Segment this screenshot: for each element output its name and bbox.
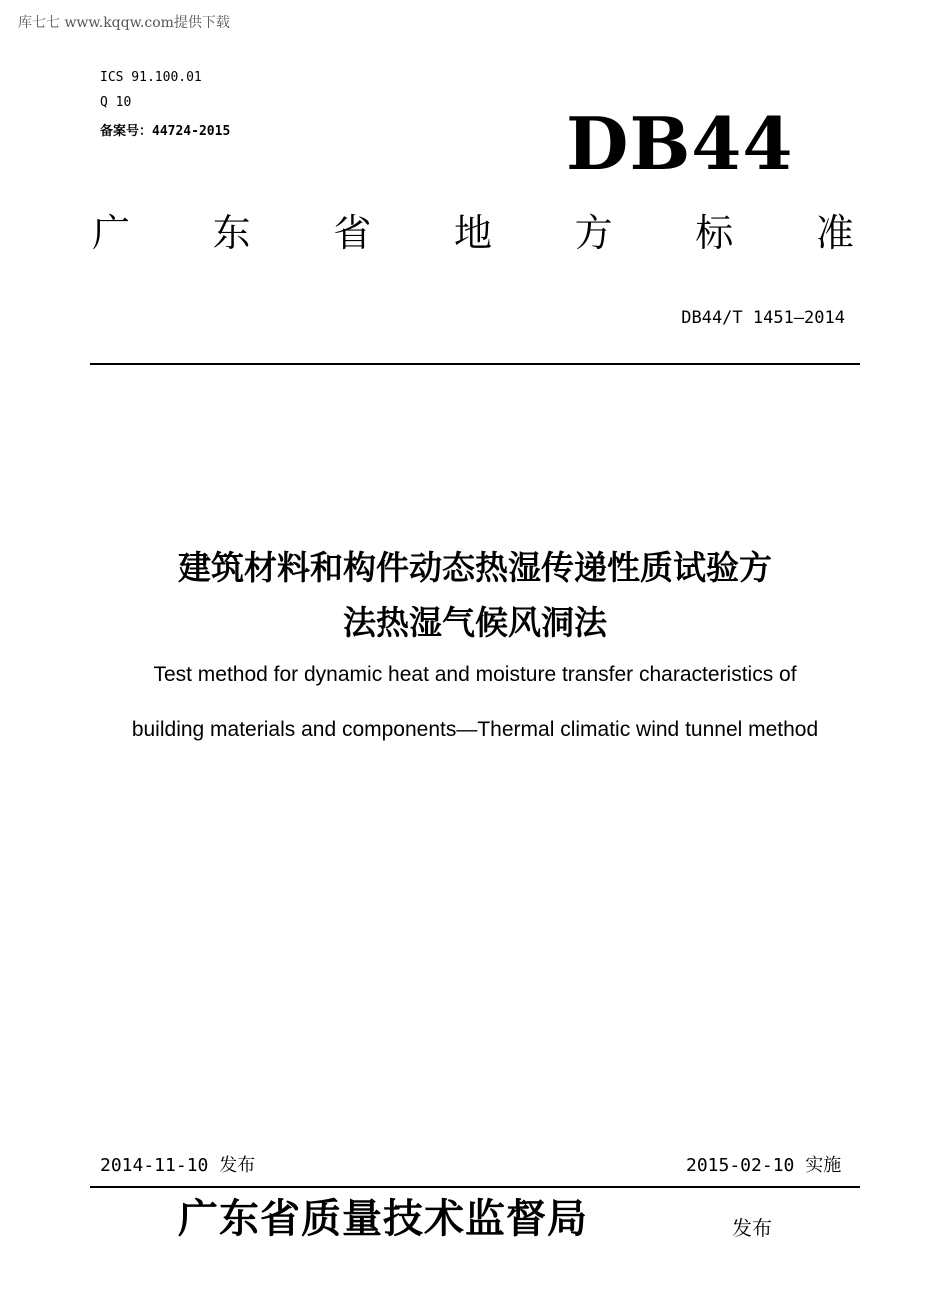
title-char: 方 xyxy=(574,211,613,255)
chinese-title-line-1: 建筑材料和构件动态热湿传递性质试验方 xyxy=(178,548,772,587)
title-char: 地 xyxy=(453,211,492,255)
publish-label: 发布 xyxy=(732,1216,772,1240)
record-number: 备案号：44724-2015 xyxy=(100,124,231,139)
watermark-text: 库七七 www.kqqw.com提供下载 xyxy=(18,15,230,31)
title-char: 广 xyxy=(92,211,131,255)
chinese-title-line-2: 法热湿气候风洞法 xyxy=(343,603,607,642)
standard-number: DB44/T 1451—2014 xyxy=(681,308,845,328)
publisher-name: 广东省质量技术监督局 xyxy=(178,1195,588,1242)
title-char: 准 xyxy=(815,211,854,255)
english-title-line-2: building materials and components—Thermal climatic wind tunnel method xyxy=(131,718,819,741)
title-char: 标 xyxy=(695,211,734,255)
english-title-line-1: Test method for dynamic heat and moisture transfer characteristics of xyxy=(153,663,797,686)
implement-date-label: 实施 xyxy=(805,1155,842,1176)
issue-date xyxy=(100,1151,255,1177)
title-char: 东 xyxy=(212,211,251,255)
standard-type-title xyxy=(92,211,854,255)
ics-code: ICS 91.100.01 xyxy=(100,70,202,85)
bottom-divider xyxy=(90,1186,860,1188)
standard-code-logo: DB44 xyxy=(566,101,794,186)
issue-date-value: 2014-11-10 xyxy=(100,1155,209,1176)
issue-date-label: 发布 xyxy=(219,1155,256,1176)
ccs-code: Q 10 xyxy=(100,95,132,110)
implement-date-value: 2015-02-10 xyxy=(686,1155,795,1176)
title-char: 省 xyxy=(333,211,372,255)
top-divider xyxy=(90,363,860,365)
implement-date xyxy=(686,1151,841,1177)
